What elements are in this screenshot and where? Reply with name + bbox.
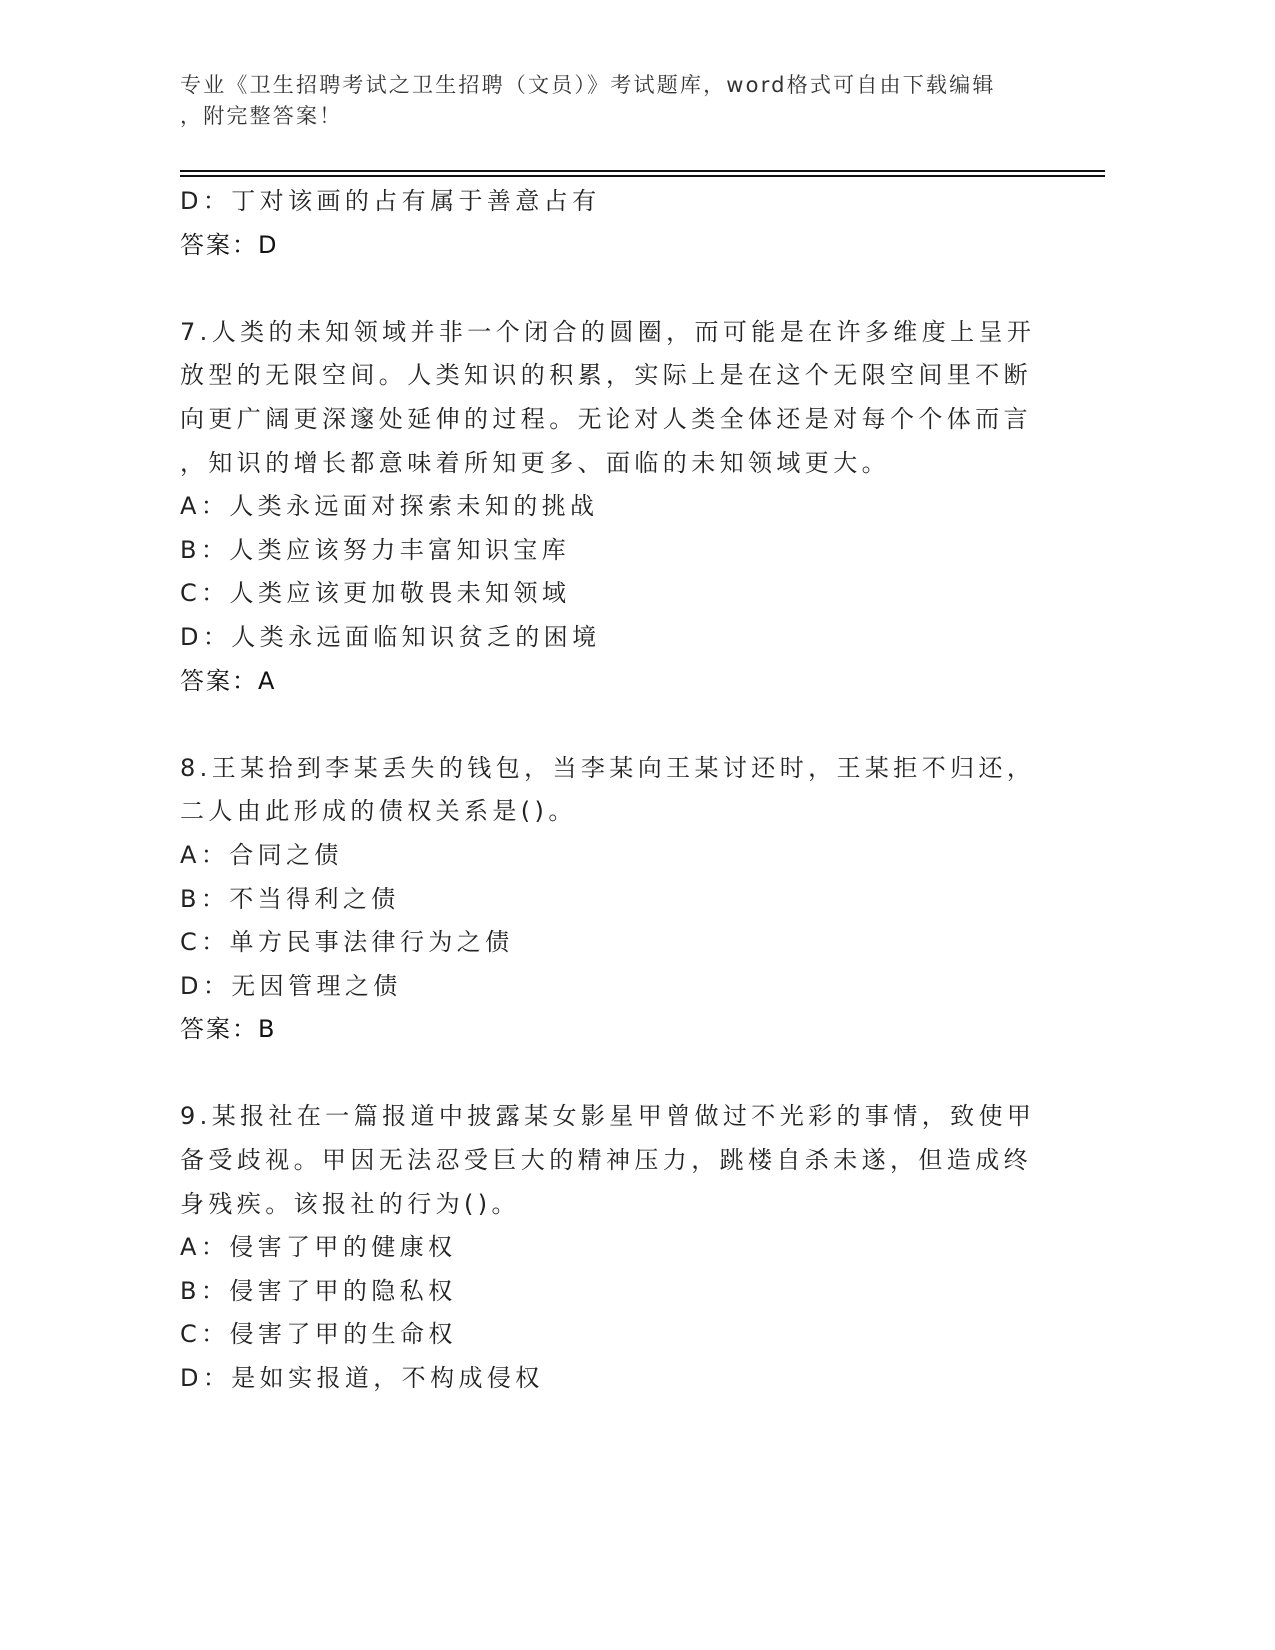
- header-line: 专业《卫生招聘考试之卫生招聘（文员）》考试题库，word格式可自由下载编辑: [180, 73, 996, 97]
- option-b: B：侵害了甲的隐私权: [180, 1276, 457, 1305]
- answer: 答案：A: [180, 666, 277, 695]
- answer: 答案：B: [180, 1015, 277, 1044]
- option-d: D：丁对该画的占有属于善意占有: [180, 187, 601, 215]
- question-text: 备受歧视。甲因无法忍受巨大的精神压力，跳楼自杀未遂，但造成终: [180, 1146, 1032, 1175]
- document-body: [180, 180, 1035, 1401]
- header-line: ，附完整答案！: [180, 104, 343, 128]
- question-text: 7.人类的未知领域并非一个闭合的圆圈，而可能是在许多维度上呈开: [180, 317, 1036, 346]
- answer: 答案：D: [180, 230, 279, 259]
- question-9: [180, 1095, 1035, 1400]
- header-divider: [180, 170, 1105, 172]
- question-text: 9.某报社在一篇报道中披露某女影星甲曾做过不光彩的事情，致使甲: [180, 1102, 1036, 1131]
- document-header: [180, 70, 996, 132]
- question-text: 二人由此形成的债权关系是()。: [180, 797, 577, 826]
- question-text: 8.王某拾到李某丢失的钱包，当李某向王某讨还时，王某拒不归还，: [180, 753, 1036, 782]
- question-text: 向更广阔更深邃处延伸的过程。无论对人类全体还是对每个个体而言: [180, 404, 1032, 433]
- option-d: D：是如实报道，不构成侵权: [180, 1364, 544, 1393]
- option-a: A：侵害了甲的健康权: [180, 1233, 457, 1262]
- question-text: ，知识的增长都意味着所知更多、面临的未知领域更大。: [180, 448, 890, 477]
- question-7: [180, 311, 1035, 703]
- option-c: C：单方民事法律行为之债: [180, 928, 514, 957]
- option-c: C：人类应该更加敬畏未知领域: [180, 579, 571, 608]
- option-d: D：无因管理之债: [180, 971, 402, 1000]
- option-d: D：人类永远面临知识贫乏的困境: [180, 622, 601, 651]
- option-b: B：不当得利之债: [180, 884, 400, 913]
- question-text: 身残疾。该报社的行为()。: [180, 1189, 520, 1218]
- option-a: A：合同之债: [180, 840, 343, 869]
- question-8: [180, 747, 1035, 1052]
- option-c: C：侵害了甲的生命权: [180, 1320, 457, 1349]
- header-divider: [180, 175, 1105, 177]
- option-a: A：人类永远面对探索未知的挑战: [180, 492, 599, 521]
- option-b: B：人类应该努力丰富知识宝库: [180, 535, 571, 564]
- question-text: 放型的无限空间。人类知识的积累，实际上是在这个无限空间里不断: [180, 361, 1032, 390]
